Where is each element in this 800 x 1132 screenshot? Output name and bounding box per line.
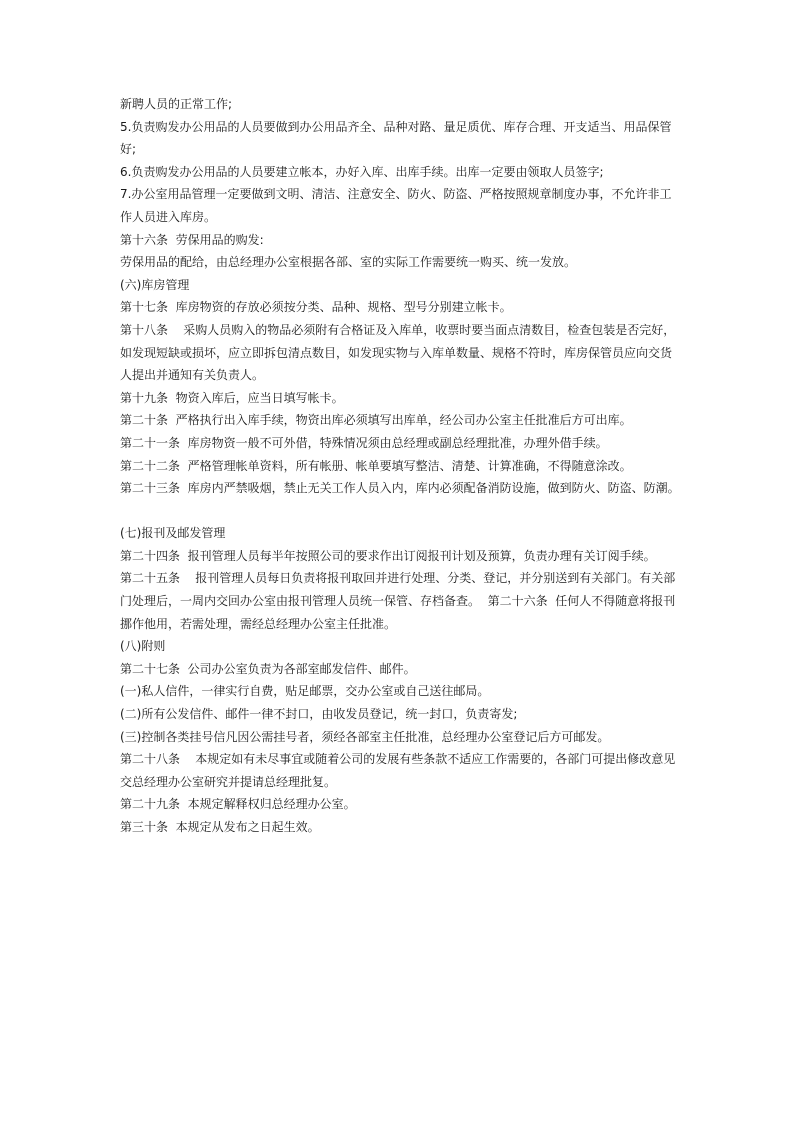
text-line: 第二十五条 报刊管理人员每日负责将报刊取回并进行处理、分类、登记，并分别送到有关部门。有关部 bbox=[120, 571, 676, 586]
text-line: 第十九条 物资入库后，应当日填写帐卡。 bbox=[120, 390, 344, 405]
text-line: 第二十七条 公司办公室负责为各部室邮发信件、邮件。 bbox=[120, 661, 416, 676]
text-line: (二)所有公发信件、邮件一律不封口，由收发员登记，统一封口，负责寄发; bbox=[120, 707, 518, 722]
text-line: 劳保用品的配给，由总经理办公室根据各部、室的实际工作需要统一购买、统一发放。 bbox=[120, 255, 577, 270]
text-line: 6.负责购发办公用品的人员要建立帐本，办好入库、出库手续。出库一定要由领取人员签字; bbox=[120, 164, 604, 179]
text-line: 作人员进入库房。 bbox=[120, 209, 217, 224]
section-heading: (六)库房管理 bbox=[120, 277, 190, 292]
text-line: 第三十条 本规定从发布之日起生效。 bbox=[120, 820, 320, 834]
text-line: 门处理后，一周内交回办公室由报刊管理人员统一保管、存档备查。 第二十六条 任何人不得随意将报刊 bbox=[120, 594, 676, 609]
text-line: 第二十八条 本规定如有未尽事宜或随着公司的发展有些条款不适应工作需要的，各部门可提出修改意见 bbox=[120, 752, 676, 767]
text-line: 好; bbox=[120, 142, 137, 157]
text-line: 第二十一条 库房物资一般不可外借，特殊情况须由总经理或副总经理批准，办理外借手续。 bbox=[120, 435, 608, 450]
text-line: 如发现短缺或损坏，应立即拆包清点数目，如发现实物与入库单数量、规格不符时，库房保管员应向交货 bbox=[120, 345, 673, 360]
text-line: 第二十条 严格执行出入库手续，物资出库必须填写出库单，经公司办公室主任批准后方可出库。 bbox=[120, 413, 632, 428]
text-line: 挪作他用，若需处理，需经总经理办公室主任批准。 bbox=[120, 616, 397, 631]
text-line: 第二十四条 报刊管理人员每半年按照公司的要求作出订阅报刊计划及预算，负责办理有关订阅手续。 bbox=[120, 548, 656, 563]
article-heading: 第十六条 劳保用品的购发: bbox=[120, 232, 264, 247]
text-line: 第二十二条 严格管理帐单资料，所有帐册、帐单要填写整洁、清楚、计算准确，不得随意涂改。 bbox=[120, 458, 632, 473]
text-line: 交总经理办公室研究并提请总经理批复。 bbox=[120, 774, 337, 789]
text-line: 新聘人员的正常工作; bbox=[120, 97, 233, 111]
text-line: (一)私人信件，一律实行自费，贴足邮票，交办公室或自己送往邮局。 bbox=[120, 684, 490, 699]
text-line: 第十七条 库房物资的存放必须按分类、品种、规格、型号分别建立帐卡。 bbox=[120, 300, 512, 315]
text-line: 第二十三条 库房内严禁吸烟，禁止无关工作人员入内，库内必须配备消防设施，做到防火、防盗、防潮。 bbox=[120, 481, 680, 496]
text-line: 7.办公室用品管理一定要做到文明、清洁、注意安全、防火、防盗、严格按照规章制度办事，不允许非工 bbox=[120, 187, 672, 202]
text-line: 第十八条 采购人员购入的物品必须附有合格证及入库单，收票时要当面点清数目，检查包装是否完好， bbox=[120, 322, 676, 337]
text-line: 第二十九条 本规定解释权归总经理办公室。 bbox=[120, 797, 356, 812]
section-heading: (八)附则 bbox=[120, 639, 166, 654]
blank-line bbox=[120, 504, 686, 518]
text-line: (三)控制各类挂号信凡因公需挂号者，须经各部室主任批准，总经理办公室登记后方可邮发。 bbox=[120, 729, 610, 744]
document-body bbox=[120, 97, 686, 843]
text-line: 5.负责购发办公用品的人员要做到办公用品齐全、品种对路、量足质优、库存合理、开支适当、用品保管 bbox=[120, 119, 672, 134]
section-heading: (七)报刊及邮发管理 bbox=[120, 526, 226, 541]
text-line: 人提出并通知有关负责人。 bbox=[120, 368, 265, 383]
